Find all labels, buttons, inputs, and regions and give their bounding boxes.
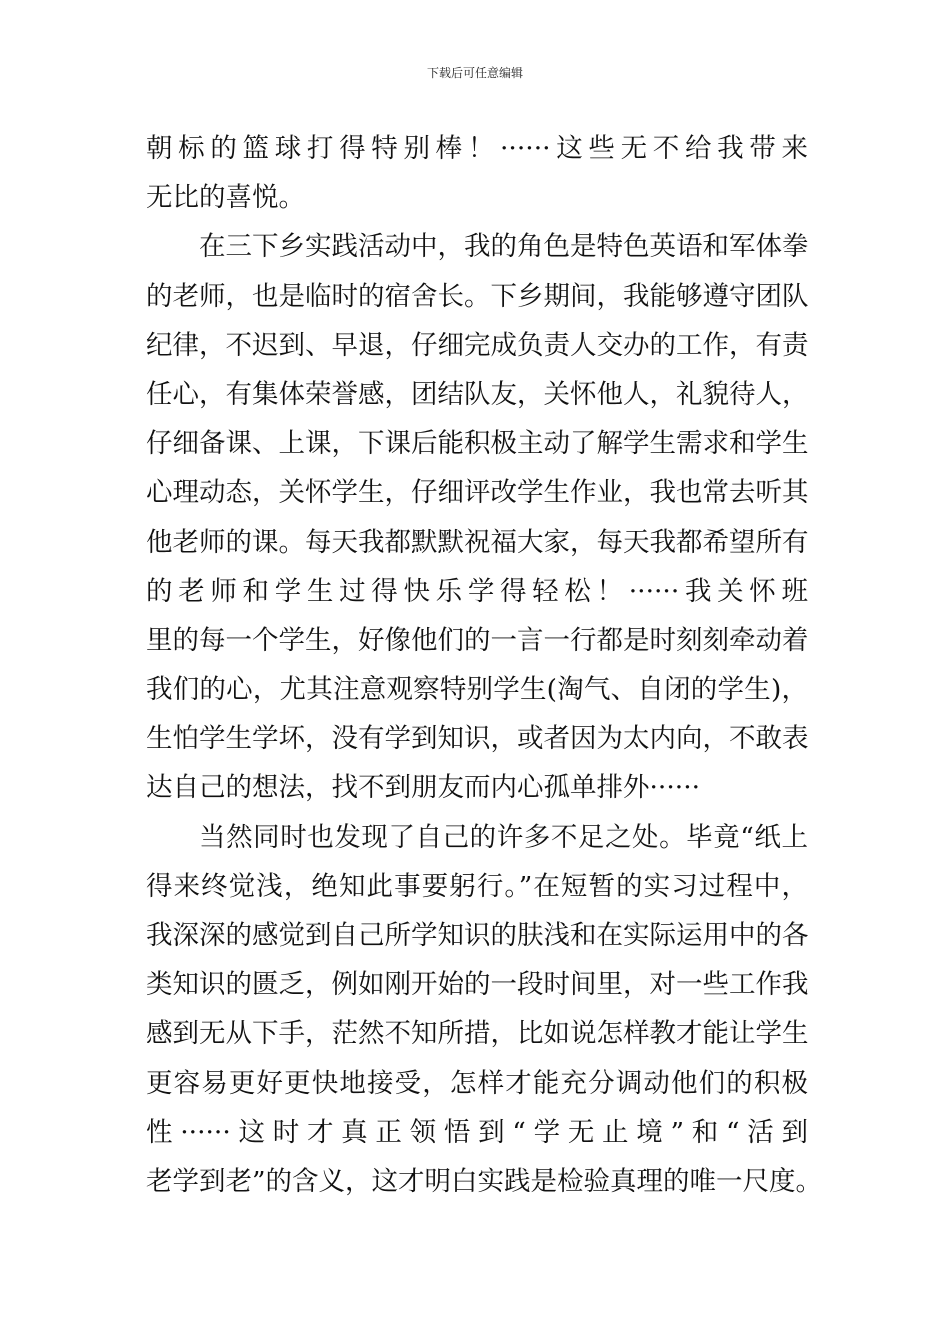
- text-line: 的老师和学生过得快乐学得轻松！······我关怀班: [146, 575, 808, 607]
- text-line: 他老师的课。每天我都默默祝福大家，每天我都希望所有: [146, 526, 809, 558]
- text-line: 朝标的篮球打得特别棒！······这些无不给我带来: [146, 133, 808, 164]
- text-line: 纪律，不迟到、早退，仔细完成负责人交办的工作，有责: [146, 329, 809, 361]
- paragraph-first-line: 当然同时也发现了自己的许多不足之处。毕竟“纸上: [199, 821, 808, 853]
- text-line: 类知识的匮乏，例如刚开始的一段时间里，对一些工作我: [146, 969, 809, 1001]
- text-line: 心理动态，关怀学生，仔细评改学生作业，我也常去听其: [146, 477, 809, 509]
- text-line: 生怕学生学坏，没有学到知识，或者因为太内向，不敢表: [146, 723, 809, 755]
- text-line: 我们的心，尤其注意观察特别学生(淘气、自闭的学生)，: [146, 674, 808, 706]
- text-line: 任心，有集体荣誉感，团结队友，关怀他人，礼貌待人，: [146, 378, 809, 410]
- page-header: 下载后可任意编辑: [426, 66, 523, 80]
- text-line: 我深深的感觉到自己所学知识的肤浅和在实际运用中的各: [146, 920, 809, 951]
- text-line: 仔细备课、上课，下课后能积极主动了解学生需求和学生: [146, 428, 809, 460]
- document-body: [146, 124, 823, 1206]
- text-line: 得来终觉浅，绝知此事要躬行。”在短暂的实习过程中，: [146, 870, 808, 902]
- paragraph-first-line: 在三下乡实践活动中，我的角色是特色英语和军体拳: [199, 231, 809, 263]
- text-line: 感到无从下手，茫然不知所措，比如说怎样教才能让学生: [146, 1018, 809, 1050]
- text-line: 的老师，也是临时的宿舍长。下乡期间，我能够遵守团队: [146, 280, 809, 312]
- text-line: 性······这时才真正领悟到“学无止境”和“活到: [146, 1116, 808, 1148]
- text-line: 里的每一个学生，好像他们的一言一行都是时刻刻牵动着: [146, 624, 809, 656]
- text-line: 达自己的想法，找不到朋友而内心孤单排外······: [146, 772, 701, 804]
- text-line: 更容易更好更快地接受，怎样才能充分调动他们的积极: [146, 1067, 808, 1099]
- text-line: 无比的喜悦。: [146, 182, 305, 214]
- text-line: 老学到老”的含义，这才明白实践是检验真理的唯一尺度。: [146, 1165, 823, 1197]
